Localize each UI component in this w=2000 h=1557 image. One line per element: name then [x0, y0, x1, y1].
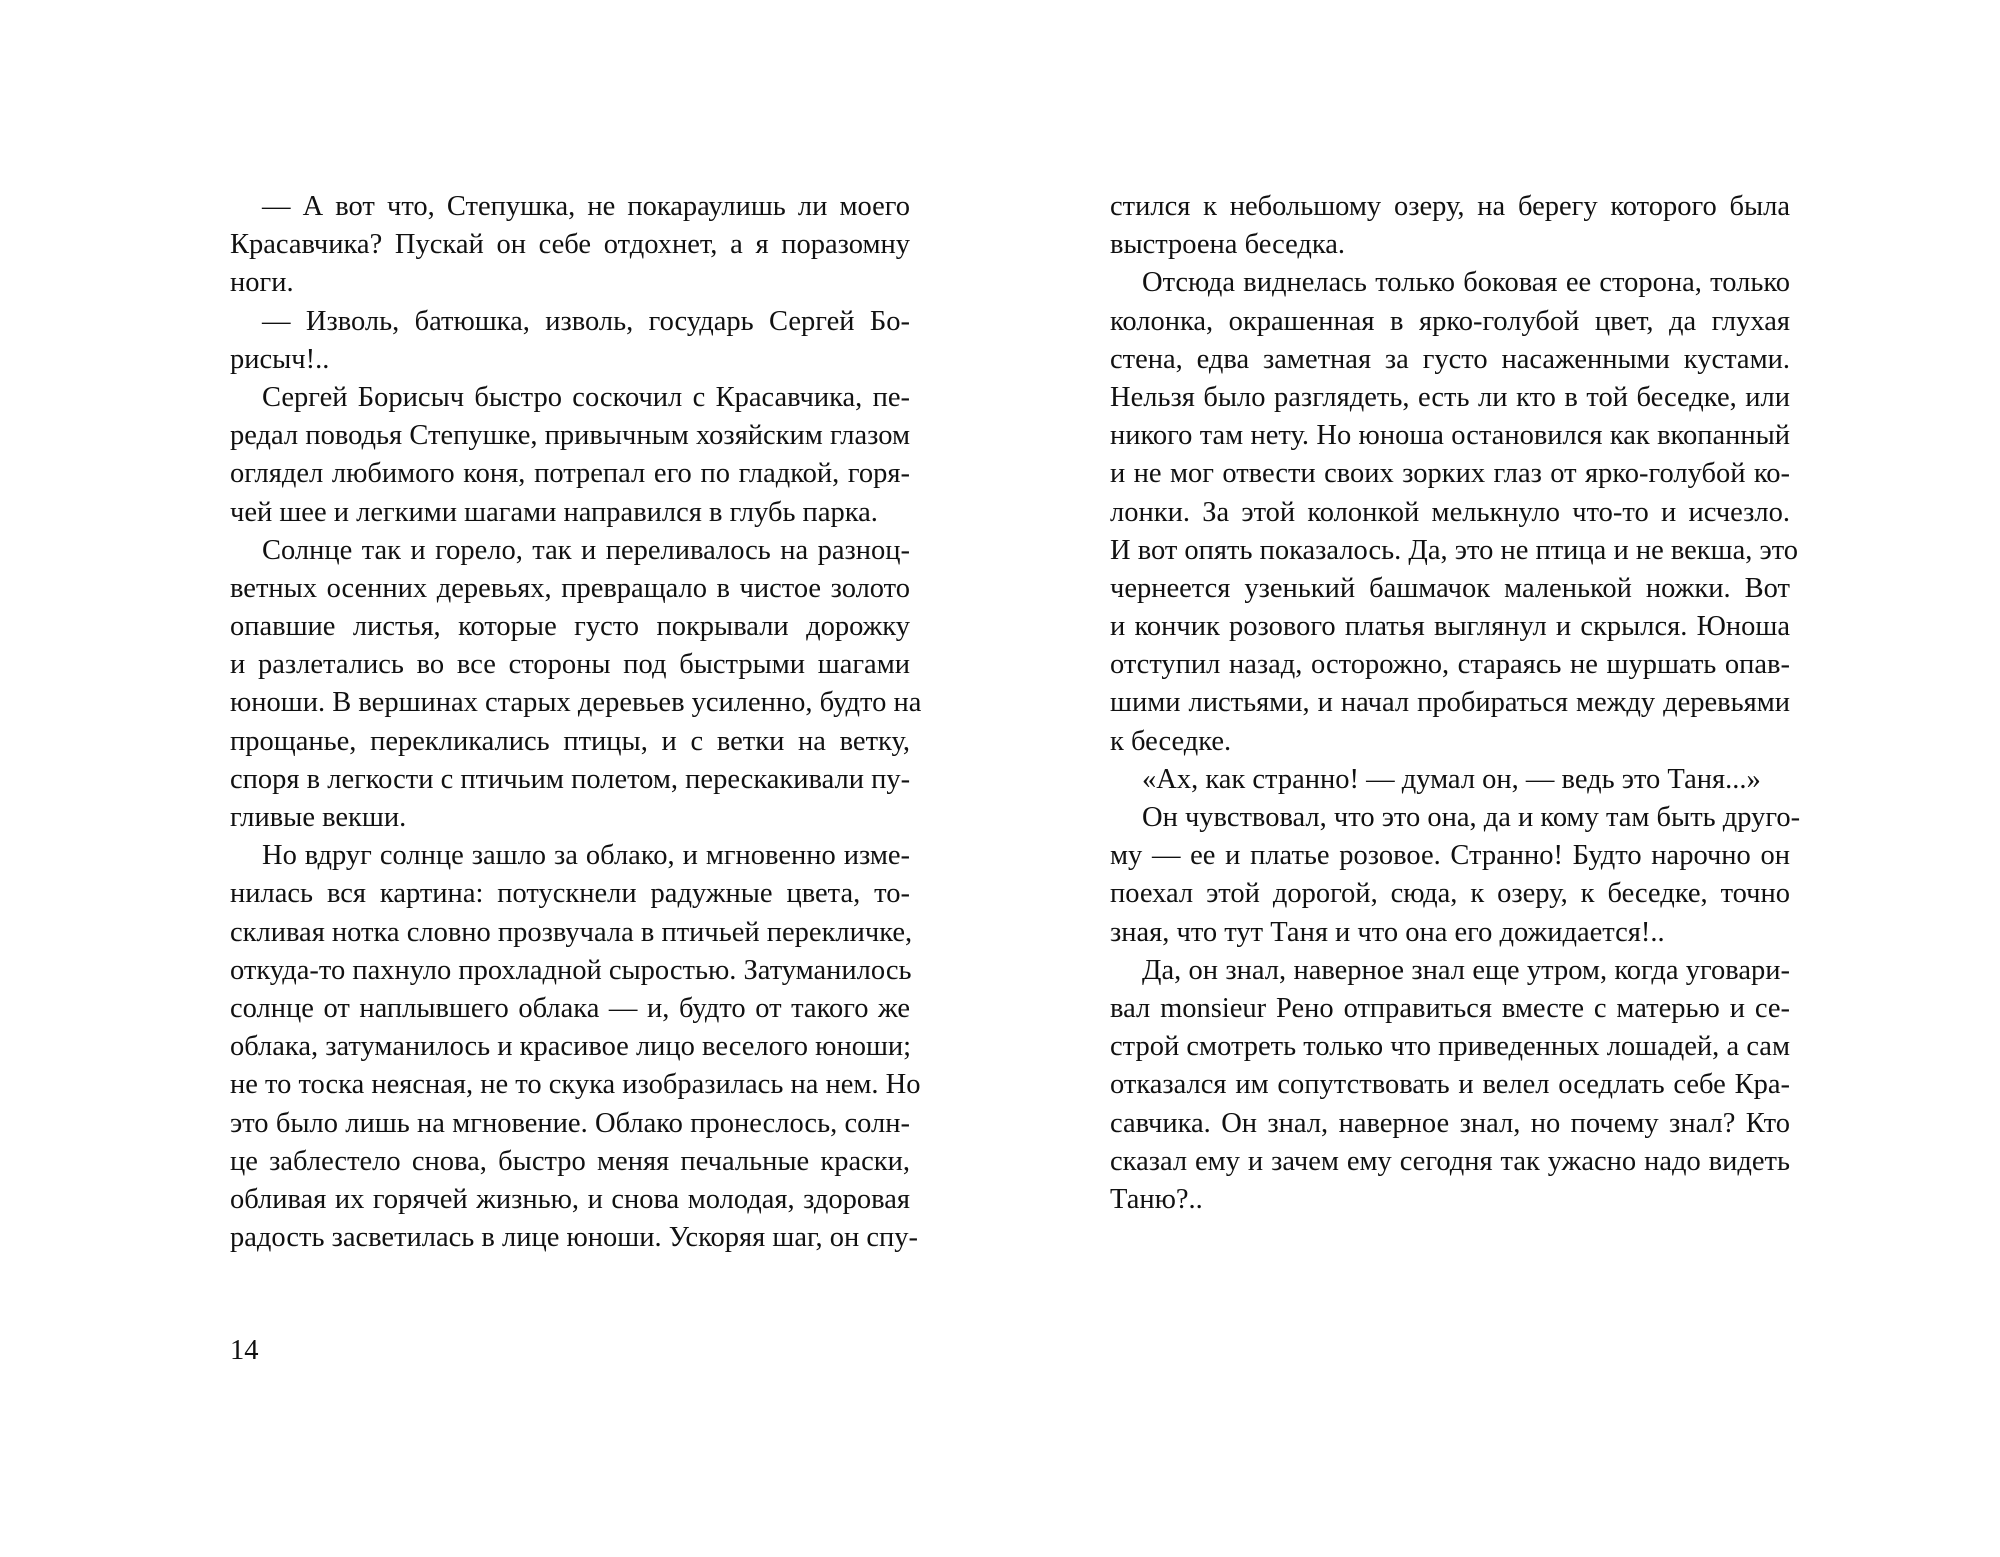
- text-line: нилась вся картина: потускнели радужные цвета, то-: [230, 878, 910, 910]
- text-line: редал поводья Степушке, привычным хозяйским глазом: [230, 420, 910, 452]
- text-line: скливая нотка словно прозвучала в птичьей перекличке,: [230, 916, 913, 948]
- text-line: — А вот что, Степушка, не покараулишь ли моего: [262, 191, 910, 222]
- text-line: — Изволь, батюшка, изволь, государь Сергей Бо-: [262, 305, 910, 337]
- text-line: Солнце так и горело, так и переливалось на разноц-: [262, 534, 910, 566]
- text-line: поехал этой дорогой, сюда, к озеру, к беседке, точно: [1110, 878, 1790, 910]
- text-line: облака, затуманилось и красивое лицо веселого юноши;: [230, 1031, 912, 1063]
- text-line: Но вдруг солнце зашло за облако, и мгновенно изме-: [262, 840, 910, 872]
- text-line: никого там нету. Но юноша остановился как вкопанный: [1110, 420, 1790, 452]
- text-line: стился к небольшому озеру, на берегу которого была: [1110, 191, 1790, 222]
- text-line: откуда-то пахнуло прохладной сыростью. Затуманилось: [230, 954, 912, 986]
- text-line: колонка, окрашенная в ярко-голубой цвет, да глухая: [1110, 305, 1790, 337]
- right-page-text: [1110, 188, 1801, 1219]
- text-line: ноги.: [230, 267, 294, 299]
- text-line: отступил назад, осторожно, стараясь не шуршать опав-: [1110, 649, 1790, 681]
- text-line: стена, едва заметная за густо насаженными кустами.: [1110, 343, 1790, 375]
- text-line: Он чувствовал, что это она, да и кому там быть друго-: [1142, 802, 1801, 833]
- text-line: споря в легкости с птичьим полетом, перескакивали пу-: [230, 763, 911, 795]
- text-line: прощанье, перекликались птицы, и с ветки на ветку,: [230, 725, 910, 757]
- text-line: чернеется узенький башмачок маленькой ножки. Вот: [1110, 572, 1790, 604]
- text-line: это было лишь на мгновение. Облако пронеслось, солн-: [230, 1107, 910, 1139]
- text-line: Нельзя было разглядеть, есть ли кто в той беседке, или: [1110, 381, 1790, 413]
- text-line: «Ах, как странно! — думал он, — ведь это Таня...»: [1142, 763, 1761, 795]
- text-line: и не мог отвести своих зорких глаз от ярко-голубой ко-: [1110, 458, 1790, 490]
- page-number: 14: [230, 1335, 259, 1366]
- right-page: [1000, 0, 2000, 1557]
- left-page-text: [230, 188, 922, 1257]
- text-line: сказал ему и зачем ему сегодня так ужасно надо видеть: [1110, 1145, 1790, 1177]
- text-line: и разлетались во все стороны под быстрыми шагами: [230, 649, 910, 681]
- text-line: не то тоска неясная, не то скука изобразилась на нем. Но: [230, 1069, 921, 1101]
- text-line: ветных осенних деревьях, превращало в чистое золото: [230, 572, 910, 604]
- text-line: юноши. В вершинах старых деревьев усиленно, будто на: [230, 687, 922, 719]
- text-line: Да, он знал, наверное знал еще утром, когда уговари-: [1142, 954, 1790, 986]
- text-line: Красавчика? Пускай он себе отдохнет, а я поразомну: [230, 229, 910, 261]
- text-line: вал monsieur Рено отправиться вместе с матерью и се-: [1110, 992, 1790, 1024]
- text-line: радость засветилась в лице юноши. Ускоряя шаг, он спу-: [230, 1222, 918, 1254]
- text-line: И вот опять показалось. Да, это не птица и не векша, это: [1110, 534, 1799, 566]
- text-line: шими листьями, и начал пробираться между деревьями: [1110, 687, 1790, 719]
- text-line: оглядел любимого коня, потрепал его по гладкой, горя-: [230, 458, 910, 490]
- text-line: Сергей Борисыч быстро соскочил с Красавчика, пе-: [262, 381, 910, 413]
- text-line: обливая их горячей жизнью, и снова молодая, здоровая: [230, 1183, 910, 1215]
- text-line: отказался им сопутствовать и велел оседлать себе Кра-: [1110, 1069, 1790, 1101]
- text-line: опавшие листья, которые густо покрывали дорожку: [230, 611, 910, 643]
- text-line: солнце от наплывшего облака — и, будто от такого же: [230, 992, 910, 1024]
- text-line: зная, что тут Таня и что она его дожидается!..: [1110, 916, 1665, 948]
- text-line: лонки. За этой колонкой мелькнуло что-то и исчезло.: [1110, 496, 1790, 528]
- text-line: и кончик розового платья выглянул и скрылся. Юноша: [1110, 611, 1790, 643]
- text-line: це заблестело снова, быстро меняя печальные краски,: [230, 1145, 910, 1177]
- text-line: чей шее и легкими шагами направился в глубь парка.: [230, 496, 878, 528]
- text-line: му — ее и платье розовое. Странно! Будто нарочно он: [1110, 840, 1790, 872]
- text-line: Таню?..: [1110, 1183, 1203, 1215]
- text-line: к беседке.: [1110, 725, 1232, 757]
- text-line: савчика. Он знал, наверное знал, но почему знал? Кто: [1110, 1107, 1790, 1139]
- text-line: рисыч!..: [230, 343, 330, 375]
- text-line: гливые векши.: [230, 802, 407, 833]
- text-line: строй смотреть только что приведенных лошадей, а сам: [1110, 1031, 1790, 1063]
- text-line: Отсюда виднелась только боковая ее сторона, только: [1142, 267, 1790, 299]
- text-line: выстроена беседка.: [1110, 229, 1346, 261]
